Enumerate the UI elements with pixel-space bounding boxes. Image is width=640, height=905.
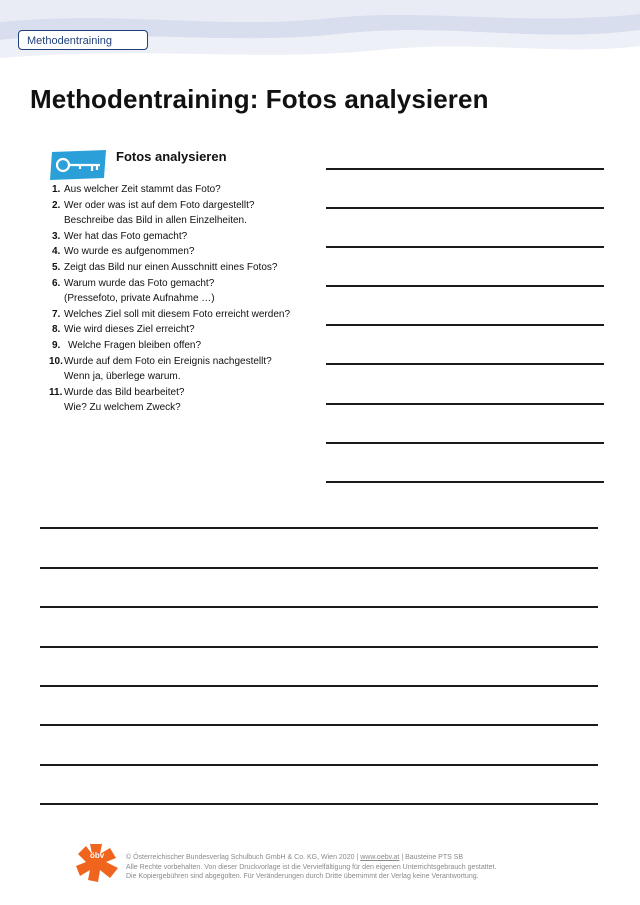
question-number: 7. (52, 308, 61, 320)
answer-line (326, 324, 604, 326)
question-text: Wer oder was ist auf dem Foto dargestellt? (64, 199, 255, 211)
publisher-link[interactable]: www.oebv.at (360, 854, 400, 861)
question-text: Warum wurde das Foto gemacht? (64, 277, 215, 289)
answer-line (326, 481, 604, 483)
footer-copyright (126, 853, 626, 882)
list-item (49, 385, 322, 416)
question-text: Wo wurde es aufgenommen? (64, 246, 195, 258)
footer-line1-prefix: © Österreichischer Bundesverlag Schulbuch GmbH & Co. KG, Wien 2020 | (126, 854, 361, 861)
question-text: Wie wird dieses Ziel erreicht? (64, 324, 195, 336)
question-text: Wurde das Bild bearbeitet? (64, 386, 185, 398)
list-item (52, 229, 322, 245)
footer-line1-suffix: | Bausteine PTS SB (399, 854, 464, 861)
list-item (52, 182, 322, 198)
answer-line (326, 285, 604, 287)
publisher-logo (76, 842, 120, 882)
list-item (52, 322, 322, 338)
question-number: 2. (52, 199, 61, 211)
answer-line (326, 246, 604, 248)
question-number: 10. (49, 355, 63, 367)
list-item (52, 260, 322, 276)
question-list (49, 182, 322, 416)
answer-line (326, 403, 604, 405)
answer-line (40, 606, 598, 608)
question-number: 1. (52, 184, 61, 195)
question-text: Aus welcher Zeit stammt das Foto? (64, 184, 221, 195)
list-item (52, 307, 322, 323)
question-text-continuation: Wenn ja, überlege warum. (64, 371, 181, 383)
question-text: Wer hat das Foto gemacht? (64, 230, 188, 242)
question-number: 9. (52, 339, 61, 351)
list-item (49, 354, 322, 385)
list-item (52, 244, 322, 260)
question-number: 5. (52, 261, 61, 273)
list-item (52, 276, 322, 307)
answer-line (326, 168, 604, 170)
question-text: Zeigt das Bild nur einen Ausschnitt eines Fotos? (64, 261, 278, 273)
question-text-continuation: (Pressefoto, private Aufnahme …) (64, 293, 215, 305)
answer-line (326, 363, 604, 365)
answer-line (40, 646, 598, 648)
question-text-continuation: Wie? Zu welchem Zweck? (64, 402, 181, 414)
answer-line (40, 803, 598, 805)
question-number: 8. (52, 324, 61, 336)
page-title: Methodentraining: Fotos analysieren (30, 84, 489, 114)
question-number: 6. (52, 277, 61, 289)
footer-line3: Die Kopiergebühren sind abgegolten. Für Veränderungen durch Dritte übernimmt der Verlag keine Verantwortung. (126, 873, 479, 880)
question-number: 11. (49, 386, 63, 398)
question-text-continuation: Beschreibe das Bild in allen Einzelheiten. (64, 215, 247, 227)
header-tag: Methodentraining (18, 30, 148, 50)
question-text: Welches Ziel soll mit diesem Foto erreicht werden? (64, 308, 291, 320)
list-item (52, 338, 322, 354)
logo-text: öbv (90, 851, 105, 860)
answer-line (40, 527, 598, 529)
key-icon (50, 150, 108, 180)
answer-line (40, 724, 598, 726)
answer-line (40, 567, 598, 569)
answer-line (40, 764, 598, 766)
question-number: 3. (52, 230, 61, 242)
question-number: 4. (52, 246, 61, 258)
footer-line2: Alle Rechte vorbehalten. Von dieser Druckvorlage ist die Vervielfältigung für den eigenen Unterrichtsgebrauch gestattet. (126, 863, 497, 871)
answer-line (326, 207, 604, 209)
answer-line (40, 685, 598, 687)
box-title: Fotos analysieren (116, 149, 227, 164)
answer-line (326, 442, 604, 444)
question-text: Wurde auf dem Foto ein Ereignis nachgestellt? (64, 355, 272, 367)
list-item (52, 198, 322, 229)
question-text: Welche Fragen bleiben offen? (68, 339, 202, 351)
